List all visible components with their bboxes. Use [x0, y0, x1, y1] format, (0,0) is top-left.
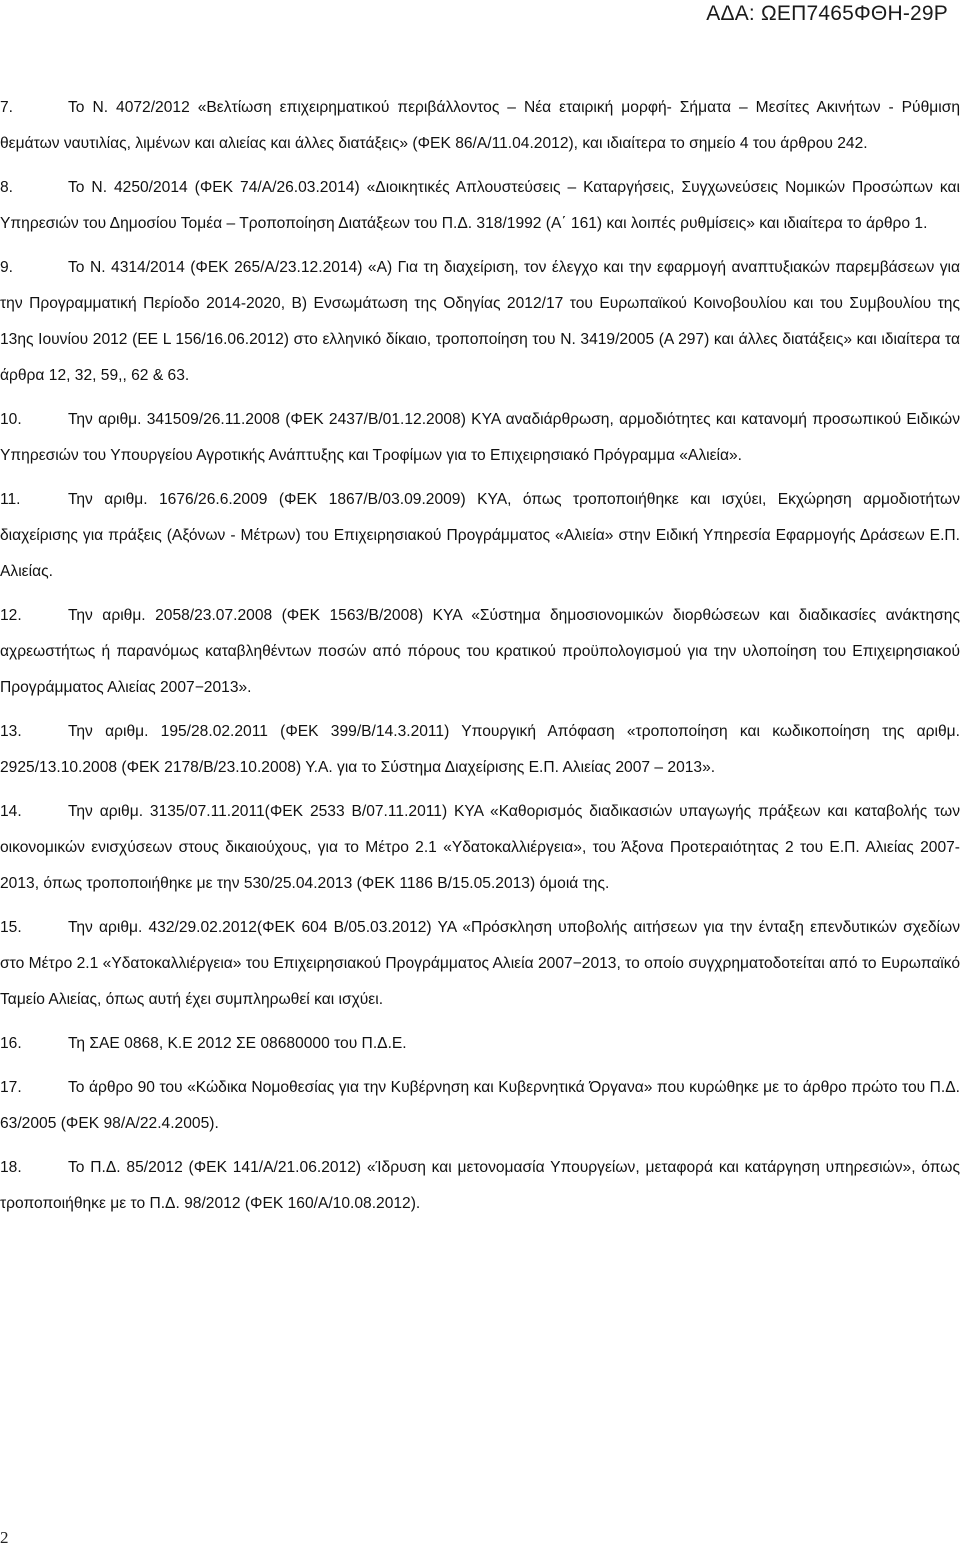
- item-number: 11.: [0, 491, 21, 508]
- item-text: Το άρθρο 90 του «Κώδικα Νομοθεσίας για την Κυβέρνηση και Κυβερνητικά Όργανα» που κυρώθηκε με το άρθρο πρώτο του Π.Δ. 63/2005 (ΦΕΚ 98/Α/22.4.2005).: [0, 1079, 960, 1132]
- list-item-14: [0, 794, 960, 902]
- item-text: Τη ΣΑΕ 0868, Κ.Ε 2012 ΣΕ 08680000 του Π.Δ.Ε.: [68, 1035, 407, 1052]
- item-number: 10.: [0, 411, 22, 428]
- list-item-9: [0, 250, 960, 394]
- item-text: Την αριθμ. 341509/26.11.2008 (ΦΕΚ 2437/Β/01.12.2008) ΚΥΑ αναδιάρθρωση, αρμοδιότητες και κατανομή προσωπικού Ειδικών Υπηρεσιών του Υπουργείου Αγροτικής Ανάπτυξης και Τροφίμων για το Επιχειρησιακό Πρόγραμμα «Αλιεία».: [0, 411, 960, 464]
- item-text: Την αριθμ. 1676/26.6.2009 (ΦΕΚ 1867/Β/03.09.2009) ΚΥΑ, όπως τροποποιήθηκε και ισχύει, Εκχώρηση αρμοδιοτήτων διαχείρισης για πράξεις (Αξόνων - Μέτρων) του Επιχειρησιακού Προγράμματος «Αλιεία» στην Ειδική Υπηρεσία Εφαρμογής Δράσεων Ε.Π. Αλιείας.: [0, 491, 960, 580]
- item-text: Την αριθμ. 195/28.02.2011 (ΦΕΚ 399/Β/14.3.2011) Υπουργική Απόφαση «τροποποίηση και κωδικοποίηση της αριθμ. 2925/13.10.2008 (ΦΕΚ 2178/Β/23.10.2008) Υ.Α. για το Σύστημα Διαχείρισης Ε.Π. Αλιείας 2007 – 2013».: [0, 723, 960, 776]
- list-item-17: [0, 1070, 960, 1142]
- list-item-18: [0, 1150, 960, 1222]
- item-text: Την αριθμ. 2058/23.07.2008 (ΦΕΚ 1563/Β/2008) ΚΥΑ «Σύστημα δημοσιονομικών διορθώσεων και διαδικασίες ανάκτησης αχρεωστήτως ή παρανόμως καταβληθέντων ποσών από πόρους του κρατικού προϋπολογισμού για την υλοποίηση του Επιχειρησιακού Προγράμματος Αλιείας 2007−2013».: [0, 607, 960, 696]
- list-item-7: [0, 90, 960, 162]
- item-number: 15.: [0, 919, 22, 936]
- item-number: 16.: [0, 1035, 22, 1052]
- list-item-8: [0, 170, 960, 242]
- item-text: Την αριθμ. 3135/07.11.2011(ΦΕΚ 2533 Β/07.11.2011) ΚΥΑ «Καθορισμός διαδικασιών υπαγωγής πράξεων και καταβολής των οικονομικών ενισχύσεων στους δικαιούχους, για το Μέτρο 2.1 «Υδατοκαλλιέργεια», του Άξονα Προτεραιότητας 2 του Ε.Π. Αλιείας 2007-2013, όπως τροποποιήθηκε με την 530/25.04.2013 (ΦΕΚ 1186 Β/15.05.2013) όμοιά της.: [0, 803, 960, 892]
- item-number: 9.: [0, 259, 14, 276]
- page-number: 2: [0, 1528, 9, 1547]
- document-body: [0, 90, 960, 1230]
- item-number: 18.: [0, 1159, 22, 1176]
- ada-header: ΑΔΑ: ΩΕΠ7465ΦΘΗ-29Ρ: [706, 2, 948, 25]
- item-number: 7.: [0, 99, 14, 116]
- list-item-13: [0, 714, 960, 786]
- list-item-11: [0, 482, 960, 590]
- list-item-15: [0, 910, 960, 1018]
- list-item-12: [0, 598, 960, 706]
- item-text: Το Ν. 4250/2014 (ΦΕΚ 74/Α/26.03.2014) «Διοικητικές Απλουστεύσεις – Καταργήσεις, Συγχωνεύσεις Νομικών Προσώπων και Υπηρεσιών του Δημοσίου Τομέα – Τροποποίηση Διατάξεων του Π.Δ. 318/1992 (Α΄ 161) και λοιπές ρυθμίσεις» και ιδιαίτερα το άρθρο 1.: [0, 179, 960, 232]
- list-item-10: [0, 402, 960, 474]
- item-text: Το Ν. 4314/2014 (ΦΕΚ 265/Α/23.12.2014) «Α) Για τη διαχείριση, τον έλεγχο και την εφαρμογή αναπτυξιακών παρεμβάσεων για την Προγραμματική Περίοδο 2014-2020, Β) Ενσωμάτωση της Οδηγίας 2012/17 του Ευρωπαϊκού Κοινοβουλίου και του Συμβουλίου της 13ης Ιουνίου 2012 (ΕΕ L 156/16.06.2012) στο ελληνικό δίκαιο, τροποποίηση του Ν. 3419/2005 (Α 297) και άλλες διατάξεις» και ιδιαίτερα τα άρθρα 12, 32, 59,, 62 & 63.: [0, 259, 960, 384]
- item-text: Το Ν. 4072/2012 «Βελτίωση επιχειρηματικού περιβάλλοντος – Νέα εταιρική μορφή- Σήματα – Μεσίτες Ακινήτων - Ρύθμιση θεμάτων ναυτιλίας, λιμένων και αλιείας και άλλες διατάξεις» (ΦΕΚ 86/Α/11.04.2012), και ιδιαίτερα το σημείο 4 του άρθρου 242.: [0, 99, 960, 152]
- item-text: Το Π.Δ. 85/2012 (ΦΕΚ 141/Α/21.06.2012) «Ίδρυση και μετονομασία Υπουργείων, μεταφορά και κατάργηση υπηρεσιών», όπως τροποποιήθηκε με το Π.Δ. 98/2012 (ΦΕΚ 160/Α/10.08.2012).: [0, 1159, 960, 1212]
- item-number: 8.: [0, 179, 14, 196]
- item-number: 13.: [0, 723, 22, 740]
- item-text: Την αριθμ. 432/29.02.2012(ΦΕΚ 604 Β/05.03.2012) ΥΑ «Πρόσκληση υποβολής αιτήσεων για την ένταξη επενδυτικών σχεδίων στο Μέτρο 2.1 «Υδατοκαλλιέργεια» του Επιχειρησιακού Προγράμματος Αλιεία 2007−2013, το οποίο συγχρηματοδοτείται από το Ευρωπαϊκό Ταμείο Αλιείας, όπως αυτή έχει συμπληρωθεί και ισχύει.: [0, 919, 960, 1008]
- list-item-16: [0, 1026, 960, 1062]
- item-number: 17.: [0, 1079, 22, 1096]
- item-number: 14.: [0, 803, 22, 820]
- item-number: 12.: [0, 607, 22, 624]
